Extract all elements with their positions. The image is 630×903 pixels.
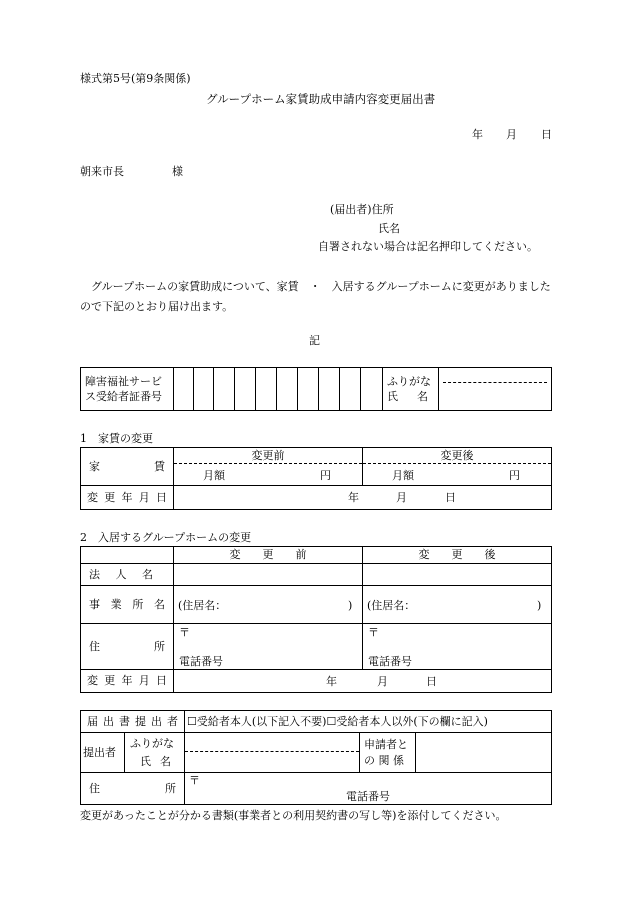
label-char: 所 bbox=[165, 781, 176, 795]
label-char: 年 bbox=[121, 490, 133, 504]
option-other-checkbox[interactable]: ☐受給者本人以外(下の欄に記入) bbox=[326, 714, 488, 728]
grouphome-before-header: 変 更 前 bbox=[174, 547, 363, 564]
recipient-number-digit[interactable] bbox=[361, 368, 383, 411]
recipient-number-digit[interactable] bbox=[174, 368, 194, 411]
label-char: 出 bbox=[103, 714, 114, 728]
residence-name-open: (住居名： bbox=[178, 599, 227, 612]
label-char: 提 bbox=[135, 714, 146, 728]
name-char: 氏 bbox=[140, 754, 151, 768]
rent-after-cell[interactable] bbox=[363, 448, 552, 486]
change-date-field[interactable] bbox=[174, 486, 552, 510]
date-day: 日 bbox=[541, 128, 552, 141]
recipient-name-field[interactable] bbox=[439, 368, 552, 411]
furigana-divider bbox=[443, 382, 547, 383]
submitter-options bbox=[185, 711, 552, 733]
year-label: 年 bbox=[326, 675, 337, 688]
monthly-label: 月額 bbox=[392, 469, 414, 482]
label-char: 者 bbox=[167, 714, 178, 728]
corp-after-field[interactable] bbox=[363, 564, 552, 586]
address-before-field[interactable] bbox=[174, 624, 363, 670]
rent-divider bbox=[363, 463, 551, 464]
addressee-name: 朝来市長 bbox=[80, 165, 124, 178]
change-date-label bbox=[81, 486, 174, 510]
footer-note: 変更があったことが分かる書類(事業者との利用契約書の写し等)を添付してください。 bbox=[80, 809, 507, 822]
rent-label bbox=[81, 448, 174, 486]
intro-text: グループホームの家賃助成について、家賃 ・ 入居するグループホームに変更がありましたので下記のとおり届け出ます。 bbox=[80, 280, 551, 313]
day-label: 日 bbox=[426, 675, 437, 688]
label-char: 法 bbox=[89, 567, 100, 581]
postal-mark: 〒 bbox=[189, 774, 200, 787]
phone-label: 電話番号 bbox=[346, 790, 390, 803]
recipient-number-label bbox=[81, 368, 174, 411]
corp-before-field[interactable] bbox=[174, 564, 363, 586]
recipient-number-digit[interactable] bbox=[277, 368, 298, 411]
submitter-address-field[interactable] bbox=[185, 773, 552, 805]
submitter-address-label bbox=[81, 773, 185, 805]
change-date-label bbox=[81, 670, 174, 693]
address-label bbox=[81, 624, 174, 670]
label-char: 変 bbox=[87, 674, 98, 688]
furigana-label: ふりがな bbox=[387, 375, 431, 388]
ki-label: 記 bbox=[309, 334, 320, 347]
label-char: 名 bbox=[153, 597, 165, 611]
residence-name-close: ) bbox=[537, 599, 542, 612]
section1-heading: 1 家賃の変更 bbox=[80, 432, 153, 445]
name-char: 名 bbox=[160, 754, 171, 768]
label-char: 書 bbox=[119, 714, 130, 728]
option-self-checkbox[interactable]: ☐受給者本人(以下記入不要) bbox=[187, 714, 327, 728]
notifier-address-label: (届出者)住所 bbox=[330, 203, 394, 216]
label-char: 月 bbox=[138, 674, 150, 688]
furigana-divider bbox=[185, 751, 359, 752]
label-char: 所 bbox=[132, 597, 144, 611]
yen-label: 円 bbox=[320, 469, 331, 482]
rent-after-header: 変更後 bbox=[440, 449, 474, 462]
notifier-name-label: 氏名 bbox=[378, 222, 400, 235]
label-char: 出 bbox=[151, 714, 162, 728]
recipient-label-line1: 障害福祉サービ bbox=[85, 375, 162, 388]
rent-char: 家 bbox=[89, 459, 100, 473]
office-before-field[interactable] bbox=[174, 586, 363, 624]
name-char: 名 bbox=[417, 390, 428, 403]
form-title: グループホーム家賃助成申請内容変更届出書 bbox=[206, 92, 436, 106]
date-month: 月 bbox=[506, 128, 517, 141]
recipient-number-digit[interactable] bbox=[194, 368, 214, 411]
residence-name-open: (住居名： bbox=[367, 599, 416, 612]
month-label: 月 bbox=[396, 491, 407, 504]
relation-line1: 申請者と bbox=[364, 737, 408, 751]
phone-label: 電話番号 bbox=[179, 655, 223, 668]
rent-divider bbox=[174, 463, 362, 464]
label-char: 人 bbox=[115, 567, 127, 581]
recipient-table bbox=[80, 367, 552, 411]
rent-before-header: 変更前 bbox=[251, 449, 285, 462]
month-label: 月 bbox=[377, 675, 388, 688]
office-label bbox=[81, 586, 174, 624]
postal-mark: 〒 bbox=[368, 626, 379, 639]
rent-before-cell[interactable] bbox=[174, 448, 363, 486]
rent-change-table bbox=[80, 447, 552, 510]
relation-label bbox=[360, 733, 416, 773]
label-char: 月 bbox=[138, 490, 150, 504]
label-char: 変 bbox=[87, 490, 98, 504]
address-after-field[interactable] bbox=[363, 624, 552, 670]
furigana-label: ふりがな bbox=[130, 736, 174, 750]
label-char: 届 bbox=[87, 714, 98, 728]
grouphome-change-table bbox=[80, 546, 552, 693]
day-label: 日 bbox=[445, 491, 456, 504]
label-char: 更 bbox=[104, 490, 116, 504]
name-char: 氏 bbox=[387, 390, 398, 403]
recipient-number-digit[interactable] bbox=[256, 368, 277, 411]
section2-heading: 2 入居するグループホームの変更 bbox=[80, 531, 252, 544]
label-char: 住 bbox=[89, 639, 100, 653]
label-char: 日 bbox=[156, 674, 167, 688]
label-char: 住 bbox=[89, 781, 100, 795]
relation-field[interactable] bbox=[416, 733, 552, 773]
label-char: 年 bbox=[121, 674, 133, 688]
recipient-number-digit[interactable] bbox=[319, 368, 340, 411]
label-char: 業 bbox=[110, 597, 122, 611]
submitter-name-field[interactable] bbox=[185, 733, 360, 773]
recipient-number-digit[interactable] bbox=[214, 368, 235, 411]
label-char: 所 bbox=[154, 639, 165, 653]
label-char: 更 bbox=[104, 674, 116, 688]
date-year: 年 bbox=[472, 128, 483, 141]
header-blank bbox=[81, 547, 174, 564]
notifier-note: 自署されない場合は記名押印してください。 bbox=[318, 240, 538, 253]
addressee-honorific: 様 bbox=[172, 165, 183, 178]
change-date-field[interactable] bbox=[174, 670, 552, 693]
relation-line2: の 関 係 bbox=[364, 753, 404, 767]
yen-label: 円 bbox=[509, 469, 520, 482]
submitter-table bbox=[80, 710, 552, 805]
recipient-number-digit[interactable] bbox=[298, 368, 319, 411]
phone-label: 電話番号 bbox=[368, 655, 412, 668]
recipient-label-line2: ス受給者証番号 bbox=[85, 390, 162, 403]
label-char: 名 bbox=[142, 567, 153, 581]
grouphome-after-header: 変 更 後 bbox=[363, 547, 552, 564]
label-char: 事 bbox=[89, 597, 100, 611]
submitter-type-label bbox=[81, 711, 185, 733]
rent-char: 賃 bbox=[154, 459, 165, 473]
recipient-number-digit[interactable] bbox=[235, 368, 256, 411]
postal-mark: 〒 bbox=[179, 626, 190, 639]
submitter-label: 提出者 bbox=[81, 733, 125, 773]
submitter-name-label bbox=[125, 733, 185, 773]
monthly-label: 月額 bbox=[203, 469, 225, 482]
form-number: 様式第5号(第9条関係) bbox=[80, 72, 191, 85]
office-after-field[interactable] bbox=[363, 586, 552, 624]
recipient-number-digit[interactable] bbox=[340, 368, 361, 411]
recipient-name-label bbox=[383, 368, 439, 411]
residence-name-close: ) bbox=[348, 599, 353, 612]
corp-label bbox=[81, 564, 174, 586]
year-label: 年 bbox=[348, 491, 359, 504]
label-char: 日 bbox=[156, 490, 167, 504]
